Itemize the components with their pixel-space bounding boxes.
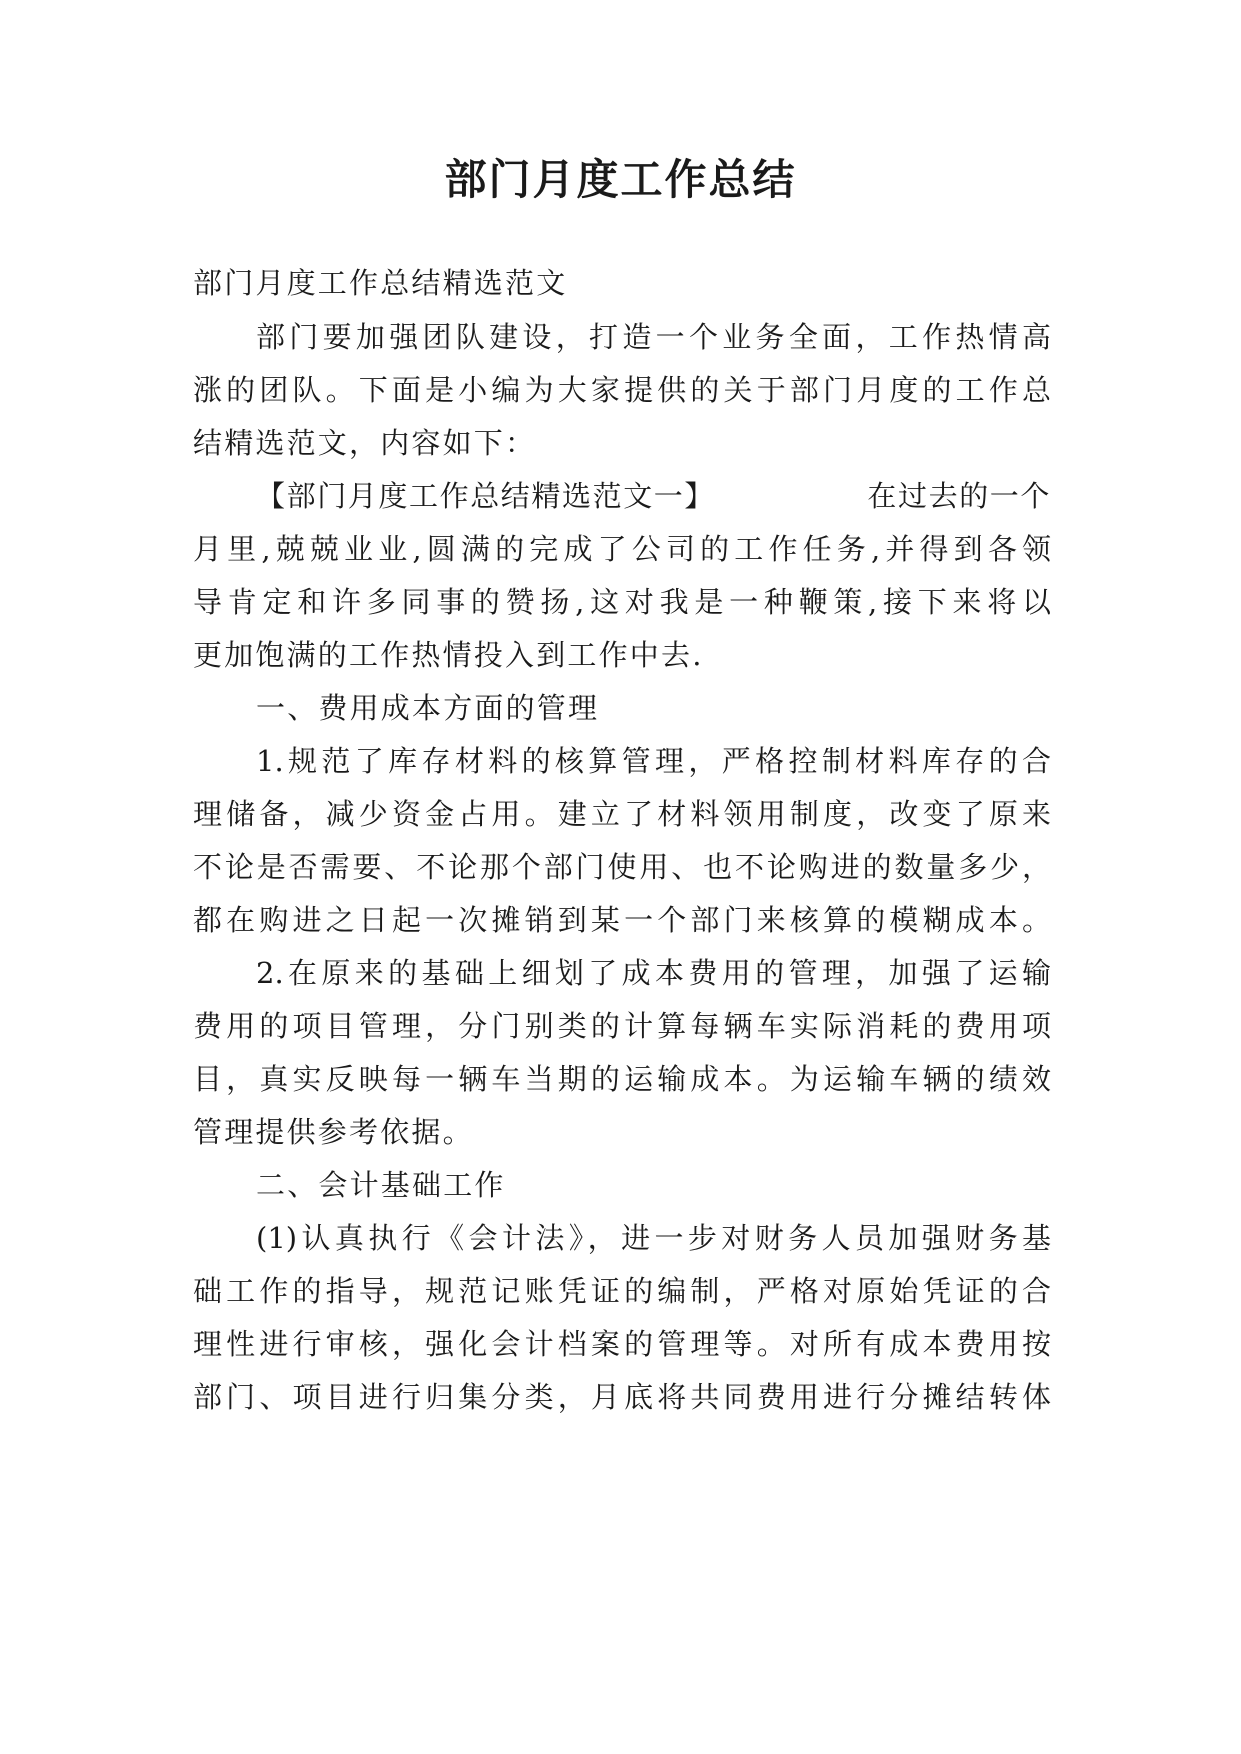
section-heading: 一、费用成本方面的管理	[256, 691, 600, 725]
paragraph-line: 目，真实反映每一辆车当期的运输成本。为运输车辆的绩效	[193, 1062, 1051, 1096]
paragraph-line: 月里,兢兢业业,圆满的完成了公司的工作任务,并得到各领	[193, 532, 1051, 566]
paragraph-line: 2.在原来的基础上细划了成本费用的管理，加强了运输	[256, 956, 1051, 990]
paragraph-line: 理储备，减少资金占用。建立了材料领用制度，改变了原来	[193, 797, 1051, 831]
paragraph-line: 部门要加强团队建设，打造一个业务全面，工作热情高	[256, 320, 1051, 354]
paragraph-line: 不论是否需要、不论那个部门使用、也不论购进的数量多少，	[193, 850, 1051, 884]
paragraph-line: 涨的团队。下面是小编为大家提供的关于部门月度的工作总	[193, 373, 1051, 407]
paragraph-line	[256, 467, 1051, 525]
paragraph-line: 更加饱满的工作热情投入到工作中去.	[193, 638, 704, 672]
document-subtitle: 部门月度工作总结精选范文	[193, 266, 568, 300]
paragraph-line: 础工作的指导，规范记账凭证的编制，严格对原始凭证的合	[193, 1274, 1051, 1308]
paragraph-line: 1.规范了库存材料的核算管理，严格控制材料库存的合	[256, 744, 1051, 778]
paragraph-line: 费用的项目管理，分门别类的计算每辆车实际消耗的费用项	[193, 1009, 1051, 1043]
section-heading-bracketed: 【部门月度工作总结精选范文一】	[256, 479, 716, 513]
paragraph-line: 理性进行审核，强化会计档案的管理等。对所有成本费用按	[193, 1327, 1051, 1361]
paragraph-line: (1)认真执行《会计法》，进一步对财务人员加强财务基	[256, 1221, 1051, 1255]
paragraph-text: 在过去的一个	[867, 479, 1051, 513]
paragraph-line: 导肯定和许多同事的赞扬,这对我是一种鞭策,接下来将以	[193, 585, 1051, 619]
paragraph-line: 都在购进之日起一次摊销到某一个部门来核算的模糊成本。	[193, 903, 1051, 937]
paragraph-line: 结精选范文，内容如下：	[193, 426, 537, 460]
section-heading: 二、会计基础工作	[256, 1168, 506, 1202]
paragraph-line: 部门、项目进行归集分类，月底将共同费用进行分摊结转体	[193, 1380, 1051, 1414]
paragraph-line: 管理提供参考依据。	[193, 1115, 474, 1149]
document-title: 部门月度工作总结	[444, 155, 797, 204]
